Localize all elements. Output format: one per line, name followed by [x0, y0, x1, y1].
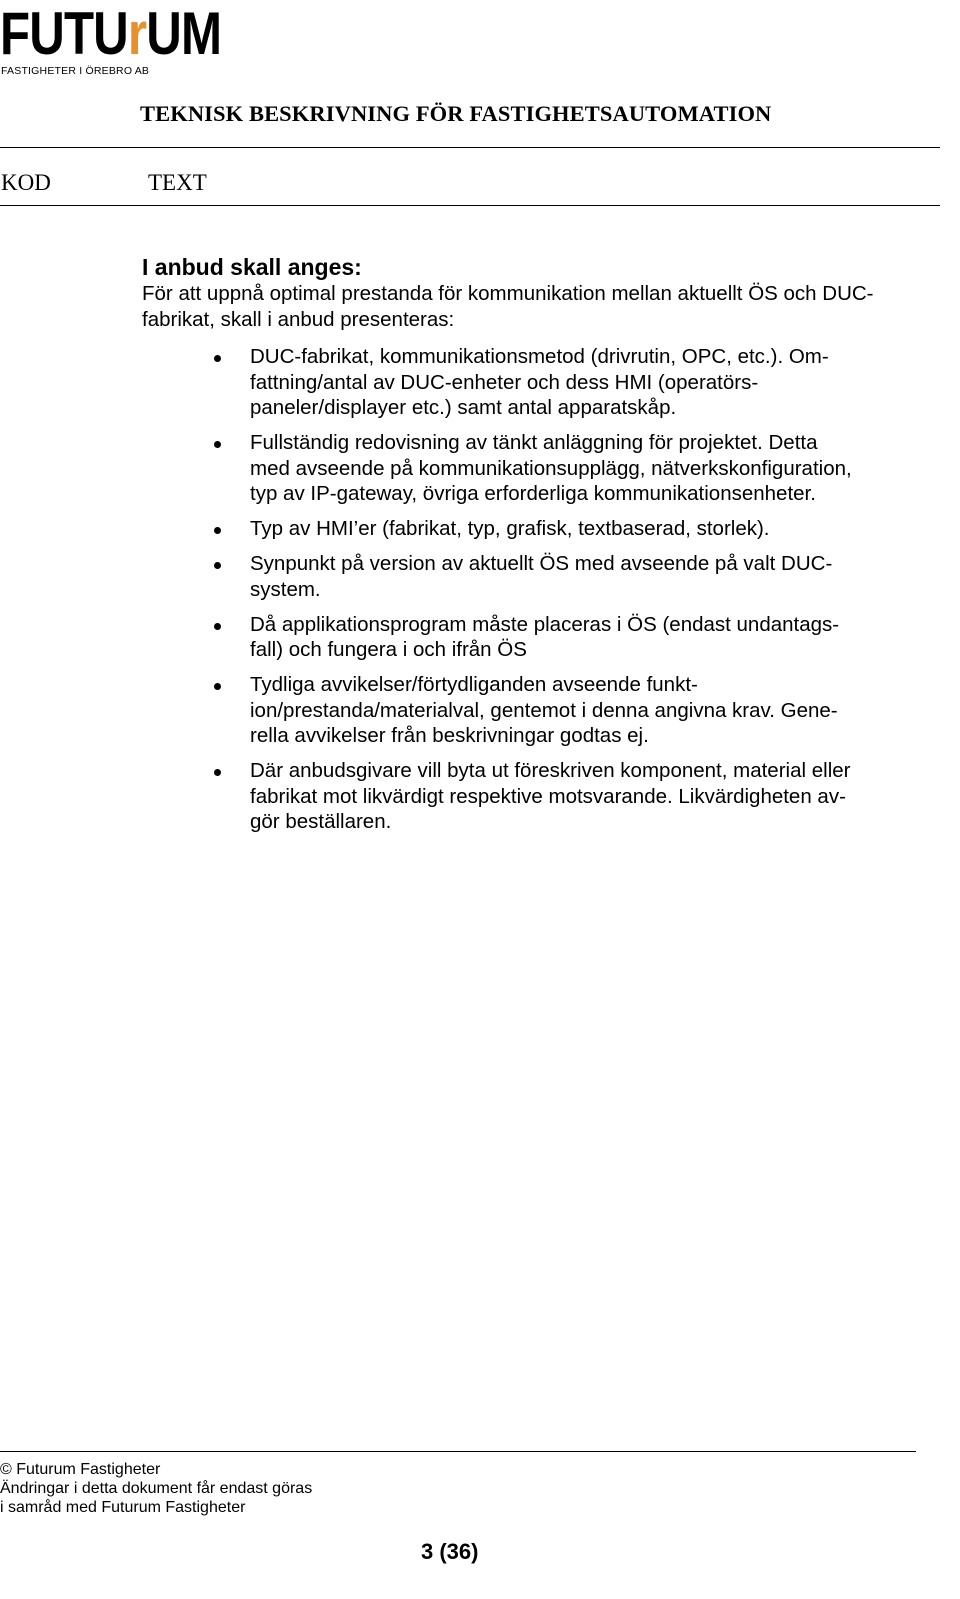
list-item [210, 672, 950, 749]
bullet-icon [214, 623, 221, 630]
footer-divider [0, 1451, 916, 1452]
intro-line: fabrikat, skall i anbud presenteras: [142, 307, 455, 331]
footer-notice [0, 1460, 312, 1517]
list-item-line: DUC-fabrikat, kommunikationsmetod (drivrutin, OPC, etc.). Om- [250, 345, 829, 368]
column-heading-code: KOD [1, 170, 51, 195]
list-item-line: Där anbudsgivare vill byta ut föreskriven komponent, material eller [250, 759, 851, 782]
logo-wordmark: FUTUrUM [0, 0, 222, 67]
list-item [210, 758, 950, 835]
bullet-icon [214, 562, 221, 569]
list-item-line: ion/prestanda/materialval, gentemot i denna angivna krav. Gene- [250, 698, 838, 722]
list-item-line: system. [250, 577, 321, 601]
column-heading-text: TEXT [148, 170, 207, 195]
list-item [210, 430, 950, 507]
list-item-line: rella avvikelser från beskrivningar godtas ej. [250, 724, 649, 747]
bullet-icon [214, 355, 221, 362]
list-item-line: typ av IP-gateway, övriga erforderliga kommunikationsenheter. [250, 482, 816, 505]
footer-line: i samråd med Futurum Fastigheter [0, 1499, 246, 1516]
list-item-line: Tydliga avvikelser/förtydliganden avseende funkt- [250, 673, 698, 696]
list-item-line: gör beställaren. [250, 810, 392, 833]
bullet-icon [214, 527, 221, 534]
list-item-line: fabrikat mot likvärdigt respektive motsvarande. Likvärdigheten av- [250, 784, 846, 808]
bullet-icon [214, 769, 221, 776]
list-item-line: fattning/antal av DUC-enheter och dess HMI (operatörs- [250, 370, 759, 394]
list-item-line: Då applikationsprogram måste placeras i ÖS (endast undantags- [250, 612, 840, 636]
list-item-line: Fullständig redovisning av tänkt anläggning för projektet. Detta [250, 431, 818, 454]
document-title: TEKNISK BESKRIVNING FÖR FASTIGHETSAUTOMATION [140, 101, 772, 126]
bullet-icon [214, 441, 221, 448]
section-heading: I anbud skall anges: [142, 254, 362, 280]
company-logo [0, 0, 222, 78]
list-item [210, 551, 950, 602]
list-item [210, 344, 950, 421]
list-item-line: med avseende på kommunikationsupplägg, nätverkskonfiguration, [250, 456, 852, 480]
intro-line: För att uppnå optimal prestanda för kommunikation mellan aktuellt ÖS och DUC- [142, 282, 874, 305]
list-item-line: fall) och fungera i och ifrån ÖS [250, 638, 527, 661]
list-item-line: Typ av HMI’er (fabrikat, typ, grafisk, textbaserad, storlek). [250, 517, 770, 540]
bullet-icon [214, 683, 221, 690]
header-divider [0, 147, 940, 148]
requirement-list [210, 344, 950, 844]
column-header-divider [0, 205, 940, 206]
logo-tagline: FASTIGHETER I ÖREBRO AB [1, 65, 150, 77]
footer-line: Ändringar i detta dokument får endast göras [0, 1480, 313, 1497]
intro-paragraph [142, 281, 942, 332]
footer-line: © Futurum Fastigheter [0, 1461, 161, 1478]
list-item-line: Synpunkt på version av aktuellt ÖS med avseende på valt DUC- [250, 552, 833, 575]
page-number: 3 (36) [421, 1539, 479, 1564]
list-item [210, 612, 950, 663]
list-item-line: paneler/displayer etc.) samt antal apparatskåp. [250, 396, 677, 419]
list-item [210, 516, 950, 542]
